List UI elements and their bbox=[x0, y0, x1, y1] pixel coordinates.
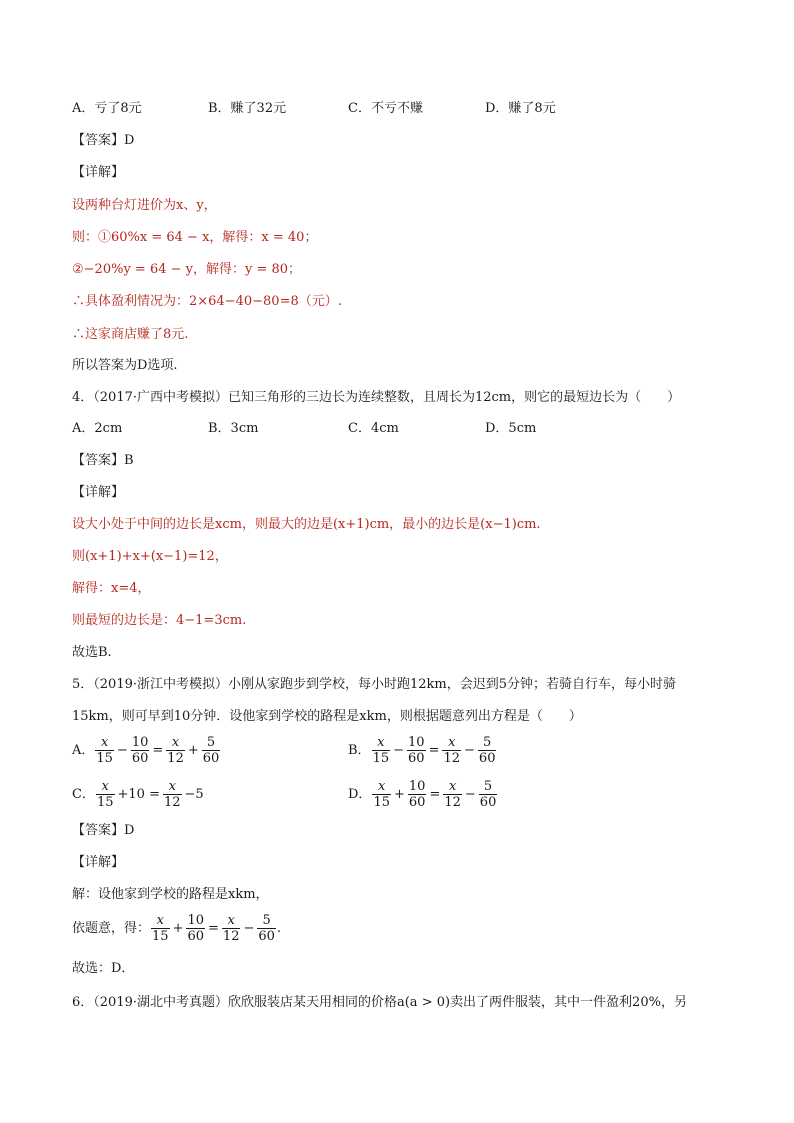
q5-option-d: D． $\frac{x}{15}$ + $\frac{10}{60}$ = $\frac{x}{12}$ − $\frac{5}{60}$ bbox=[348, 779, 497, 810]
q5-solution-intro: 解：设他家到学校的路程是xkm， bbox=[72, 887, 269, 902]
fraction: $\frac{x}{15}$ bbox=[96, 735, 113, 766]
q5-question-line-1: 5．（2019·浙江中考模拟）小刚从家跑步到学校，每小时跑12km，会迟到5分钟；若骑自行车，每小时骑 bbox=[72, 677, 677, 692]
q3-solution-line-5: ∴这家商店赚了8元. bbox=[72, 327, 189, 342]
fraction: $\frac{10}{60}$ bbox=[408, 735, 425, 766]
fraction: $\frac{10}{60}$ bbox=[187, 913, 205, 944]
fraction: $\frac{x}{15}$ bbox=[372, 735, 390, 766]
q3-solution-line-3: ②−20%y = 64 − y，解得：y = 80； bbox=[72, 262, 302, 277]
q4-option-d: D．5cm bbox=[485, 421, 537, 436]
fraction: $\frac{10}{60}$ bbox=[408, 779, 426, 810]
q4-solution-line-2: 则(x+1)+x+(x−1)=12， bbox=[72, 549, 228, 564]
q3-solution-line-2: 则：①60%x = 64 − x，解得：x = 40； bbox=[72, 230, 318, 245]
q5-question-line-2: 15km，则可早到10分钟．设他家到学校的路程是xkm，则根据题意列出方程是（ ） bbox=[72, 709, 582, 724]
q5-option-c: C． $\frac{x}{15}$ +10 = $\frac{x}{12}$ −5 bbox=[72, 779, 204, 810]
q4-solution-line-4: 则最短的边长是：4−1=3cm. bbox=[72, 613, 247, 628]
q4-detail-label: 【详解】 bbox=[72, 485, 125, 500]
q5-option-c-label: C． bbox=[72, 786, 95, 802]
q5-option-b: B． $\frac{x}{15}$ − $\frac{10}{60}$ = $\frac{x}{12}$ − $\frac{5}{60}$ bbox=[348, 735, 496, 766]
q3-detail-label: 【详解】 bbox=[72, 165, 125, 180]
q3-solution-line-6: 所以答案为D选项. bbox=[72, 358, 178, 373]
fraction: $\frac{5}{60}$ bbox=[479, 779, 497, 810]
q4-answer: 【答案】B bbox=[72, 453, 134, 468]
q5-option-d-label: D． bbox=[348, 786, 372, 802]
fraction: $\frac{x}{12}$ bbox=[163, 779, 181, 810]
q5-option-a: A． $\frac{x}{15}$ − $\frac{10}{60}$ = $\frac{x}{12}$ + $\frac{5}{60}$ bbox=[72, 735, 220, 766]
fraction: $\frac{5}{60}$ bbox=[258, 913, 275, 944]
q3-solution-line-4: ∴具体盈利情况为：2×64−40−80=8（元）. bbox=[72, 294, 342, 309]
q5-option-a-label: A． bbox=[72, 742, 95, 758]
q3-option-d: D．赚了8元 bbox=[485, 101, 556, 116]
q4-solution-line-1: 设大小处于中间的边长是xcm，则最大的边是(x+1)cm，最小的边长是(x−1)cm. bbox=[72, 517, 541, 532]
fraction: $\frac{x}{15}$ bbox=[152, 913, 169, 944]
q4-solution-line-5: 故选B. bbox=[72, 645, 112, 660]
q5-detail-label: 【详解】 bbox=[72, 855, 125, 870]
q5-solution-eq-label: 依题意，得： bbox=[72, 920, 151, 936]
q5-solution-equation: 依题意，得： $\frac{x}{15}$ + $\frac{10}{60}$ = $\frac{x}{12}$ − $\frac{5}{60}$ . bbox=[72, 913, 282, 944]
q3-answer: 【答案】D bbox=[72, 133, 135, 148]
fraction: $\frac{x}{12}$ bbox=[222, 913, 240, 944]
fraction: $\frac{5}{60}$ bbox=[478, 735, 496, 766]
q4-question: 4．（2017·广西中考模拟）已知三角形的三边长为连续整数，且周长为12cm，则它的最短边长为（ ） bbox=[72, 390, 681, 405]
q5-conclusion: 故选：D． bbox=[72, 961, 135, 976]
fraction: $\frac{x}{15}$ bbox=[373, 779, 390, 810]
q3-solution-line-1: 设两种台灯进价为x、y， bbox=[72, 198, 217, 213]
fraction: $\frac{x}{12}$ bbox=[444, 779, 461, 810]
q6-question-line-1: 6．（2019·湖北中考真题）欣欣服装店某天用相同的价格a(a > 0)卖出了两件服装，其中一件盈利20%，另 bbox=[72, 995, 687, 1010]
q4-solution-line-3: 解得：x=4， bbox=[72, 581, 151, 596]
q3-option-b: B．赚了32元 bbox=[208, 101, 287, 116]
fraction: $\frac{5}{60}$ bbox=[202, 735, 220, 766]
q5-answer: 【答案】D bbox=[72, 823, 135, 838]
q4-option-b: B．3cm bbox=[208, 421, 259, 436]
fraction: $\frac{10}{60}$ bbox=[131, 735, 149, 766]
q4-option-c: C．4cm bbox=[348, 421, 399, 436]
fraction: $\frac{x}{12}$ bbox=[443, 735, 461, 766]
fraction: $\frac{x}{15}$ bbox=[96, 779, 114, 810]
fraction: $\frac{x}{12}$ bbox=[167, 735, 184, 766]
q3-option-a: A．亏了8元 bbox=[72, 101, 142, 116]
q5-option-b-label: B． bbox=[348, 742, 371, 758]
q3-option-c: C．不亏不赚 bbox=[348, 101, 423, 116]
q4-option-a: A．2cm bbox=[72, 421, 123, 436]
